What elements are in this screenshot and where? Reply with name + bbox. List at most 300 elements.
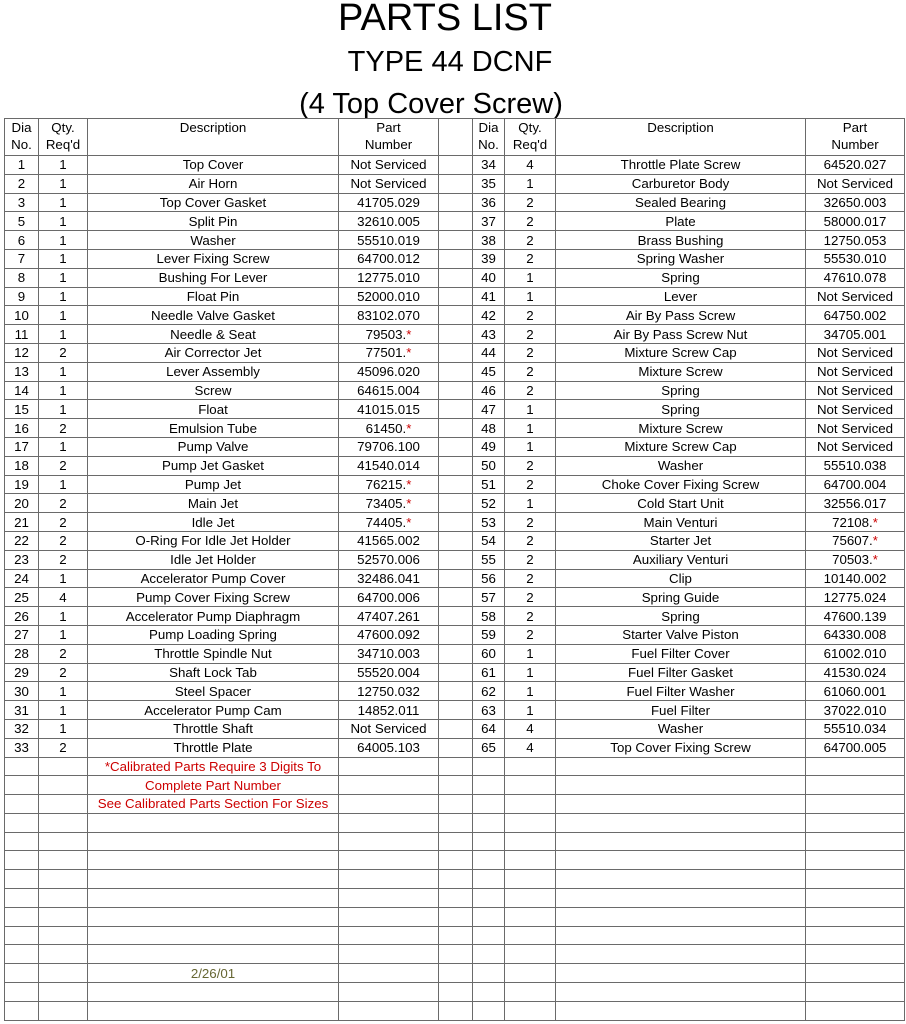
dia-number: 30 [5,682,39,701]
qty-required: 2 [505,343,556,362]
qty-required: 2 [39,419,88,438]
part-number: 64700.006 [357,589,420,605]
part-number: Not Serviced [816,345,894,361]
dia-number: 65 [473,738,505,757]
table-row [5,193,905,212]
qty-required: 2 [39,644,88,663]
part-number-cell [339,174,439,193]
empty-cell [473,813,505,832]
empty-cell [473,926,505,945]
description: Accelerator Pump Cam [88,701,339,720]
dia-number: 55 [473,550,505,569]
calibrated-marker: * [872,514,878,530]
empty-cell [339,889,439,908]
description: Spring Guide [556,588,806,607]
empty-cell [505,757,556,776]
table-row [5,513,905,532]
table-row [5,362,905,381]
description: Spring [556,607,806,626]
empty-cell [88,907,339,926]
empty-cell [5,851,39,870]
column-gap [439,325,473,344]
description: Pump Jet Gasket [88,456,339,475]
part-number: 52570.006 [357,552,420,568]
empty-cell [806,776,905,795]
empty-cell [806,926,905,945]
qty-required: 1 [39,400,88,419]
empty-cell [339,813,439,832]
part-number: 41565.002 [357,533,420,549]
part-number-cell [339,682,439,701]
empty-cell [505,832,556,851]
description: Accelerator Pump Cover [88,569,339,588]
empty-cell [39,945,88,964]
empty-cell [473,907,505,926]
qty-required: 1 [39,381,88,400]
qty-required: 2 [505,607,556,626]
empty-cell [339,926,439,945]
dia-number: 31 [5,701,39,720]
calibrated-marker: * [406,420,412,436]
qty-required: 1 [39,325,88,344]
dia-number: 5 [5,212,39,231]
part-number: 79503. [365,326,407,342]
header-part-right: Part Number [806,119,905,156]
description: Screw [88,381,339,400]
column-gap [439,193,473,212]
qty-required: 2 [505,325,556,344]
dia-number: 22 [5,531,39,550]
dia-number: 26 [5,607,39,626]
empty-cell [39,832,88,851]
empty-cell [473,776,505,795]
part-number-cell [806,475,905,494]
empty-row [5,795,905,814]
part-number: 47600.139 [823,608,887,624]
part-number-cell [806,212,905,231]
part-number: Not Serviced [816,288,894,304]
table-row [5,607,905,626]
empty-cell [505,870,556,889]
part-number: 37022.010 [823,702,887,718]
table-row [5,212,905,231]
description: O-Ring For Idle Jet Holder [88,531,339,550]
empty-row [5,870,905,889]
parts-table [4,118,905,1021]
qty-required: 1 [39,719,88,738]
part-number-cell [339,400,439,419]
table-row [5,456,905,475]
qty-required: 1 [39,701,88,720]
description: Plate [556,212,806,231]
empty-row [5,926,905,945]
dia-number: 50 [473,456,505,475]
description: Starter Valve Piston [556,625,806,644]
dia-number: 23 [5,550,39,569]
part-number: 64700.005 [823,740,887,756]
part-number-cell [806,701,905,720]
page-subtitle-variant: (4 Top Cover Screw) [299,88,563,120]
description: Throttle Plate Screw [556,156,806,175]
description: Carburetor Body [556,174,806,193]
empty-cell [439,945,473,964]
empty-cell [556,870,806,889]
empty-cell [806,945,905,964]
description: Throttle Shaft [88,719,339,738]
part-number: 14852.011 [357,702,420,718]
calibrated-marker: * [406,514,412,530]
part-number-cell [339,212,439,231]
empty-cell [5,813,39,832]
description: Top Cover [88,156,339,175]
qty-required: 1 [39,249,88,268]
part-number: Not Serviced [816,364,894,380]
empty-cell [339,983,439,1002]
part-number: 64700.004 [823,476,887,492]
table-row [5,381,905,400]
dia-number: 19 [5,475,39,494]
part-number: 47407.261 [357,608,420,624]
dia-number: 25 [5,588,39,607]
description: Emulsion Tube [88,419,339,438]
part-number: 41705.029 [357,194,420,210]
dia-number: 63 [473,701,505,720]
part-number: Not Serviced [816,401,894,417]
column-gap [439,400,473,419]
description: Shaft Lock Tab [88,663,339,682]
part-number-cell [339,569,439,588]
description: Main Venturi [556,513,806,532]
description: Bushing For Lever [88,268,339,287]
part-number-cell [806,268,905,287]
empty-cell [505,964,556,983]
part-number: 47600.092 [357,627,420,643]
empty-cell [473,964,505,983]
part-number-cell [806,569,905,588]
part-number: 75607. [832,533,873,549]
qty-required: 1 [39,193,88,212]
table-row [5,625,905,644]
part-number: 12775.010 [357,270,420,286]
part-number: 34705.001 [823,326,887,342]
empty-cell [439,889,473,908]
empty-cell [473,795,505,814]
empty-cell [473,945,505,964]
column-gap [439,607,473,626]
empty-cell [505,795,556,814]
description: Fuel Filter Cover [556,644,806,663]
empty-cell [505,983,556,1002]
part-number-cell [806,437,905,456]
dia-number: 21 [5,513,39,532]
qty-required: 1 [39,682,88,701]
part-number-cell [806,494,905,513]
part-number: 41530.024 [823,664,887,680]
dia-number: 52 [473,494,505,513]
empty-cell [5,889,39,908]
empty-row [5,945,905,964]
dia-number: 10 [5,306,39,325]
dia-number: 54 [473,531,505,550]
description: Top Cover Gasket [88,193,339,212]
part-number-cell [806,607,905,626]
table-row [5,437,905,456]
part-number: 61002.010 [823,646,887,662]
header-part-left: Part Number [339,119,439,156]
empty-cell [806,983,905,1002]
empty-row [5,851,905,870]
part-number: 64520.027 [823,157,887,173]
dia-number: 6 [5,231,39,250]
table-header-row [5,119,905,156]
qty-required: 2 [505,625,556,644]
empty-cell [39,813,88,832]
dia-number: 37 [473,212,505,231]
part-number: 64330.008 [823,627,887,643]
empty-cell [88,813,339,832]
empty-cell [439,813,473,832]
empty-row [5,757,905,776]
description: Float [88,400,339,419]
column-gap [439,268,473,287]
part-number: 64750.002 [823,307,887,323]
part-number: 64005.103 [357,740,420,756]
dia-number: 60 [473,644,505,663]
column-gap [439,343,473,362]
column-gap [439,719,473,738]
part-number-cell [806,719,905,738]
qty-required: 2 [505,306,556,325]
qty-required: 2 [505,513,556,532]
dia-number: 28 [5,644,39,663]
qty-required: 1 [505,494,556,513]
part-number-cell [806,306,905,325]
empty-cell [806,907,905,926]
part-number-cell [339,588,439,607]
column-gap [439,437,473,456]
part-number: 76215. [365,476,407,492]
qty-required: 2 [39,343,88,362]
description: Air By Pass Screw Nut [556,325,806,344]
table-row [5,174,905,193]
dia-number: 35 [473,174,505,193]
part-number-cell [339,719,439,738]
dia-number: 1 [5,156,39,175]
empty-cell [806,889,905,908]
part-number-cell [806,249,905,268]
column-gap [439,306,473,325]
empty-cell [806,851,905,870]
qty-required: 2 [505,531,556,550]
part-number-cell [339,437,439,456]
qty-required: 1 [39,231,88,250]
description: Top Cover Fixing Screw [556,738,806,757]
qty-required: 1 [505,419,556,438]
empty-cell [806,795,905,814]
part-number-cell [339,381,439,400]
part-number-cell [339,419,439,438]
part-number: 61450. [365,420,407,436]
part-number-cell [806,325,905,344]
empty-cell [88,851,339,870]
part-number: 34710.003 [357,646,420,662]
empty-cell [39,1001,88,1020]
dia-number: 64 [473,719,505,738]
part-number-cell [806,663,905,682]
part-number-cell [806,381,905,400]
description: Split Pin [88,212,339,231]
empty-cell [88,926,339,945]
part-number-cell [339,306,439,325]
description: Spring [556,381,806,400]
qty-required: 1 [505,400,556,419]
empty-cell [439,757,473,776]
empty-cell [439,907,473,926]
empty-cell [556,832,806,851]
dia-number: 51 [473,475,505,494]
part-number: 10140.002 [823,570,887,586]
description: Washer [556,456,806,475]
qty-required: 1 [39,306,88,325]
part-number-cell [806,362,905,381]
dia-number: 13 [5,362,39,381]
column-gap [439,249,473,268]
part-number-cell [806,513,905,532]
empty-cell [473,889,505,908]
empty-cell [556,757,806,776]
qty-required: 2 [505,249,556,268]
part-number-cell [806,550,905,569]
column-gap [439,588,473,607]
empty-cell [5,983,39,1002]
empty-cell [39,926,88,945]
qty-required: 2 [505,456,556,475]
part-number-cell [806,174,905,193]
empty-cell [339,870,439,889]
empty-cell [339,832,439,851]
empty-row [5,813,905,832]
description: Pump Loading Spring [88,625,339,644]
table-row [5,249,905,268]
empty-cell [5,1001,39,1020]
part-number: 45096.020 [357,364,420,380]
description: Washer [88,231,339,250]
dia-number: 18 [5,456,39,475]
description: Washer [556,719,806,738]
description: Auxiliary Venturi [556,550,806,569]
empty-cell [556,907,806,926]
dia-number: 32 [5,719,39,738]
qty-required: 1 [505,682,556,701]
empty-cell [556,889,806,908]
part-number: 41540.014 [357,458,420,474]
dia-number: 44 [473,343,505,362]
empty-cell [556,1001,806,1020]
empty-cell [439,832,473,851]
empty-cell [39,757,88,776]
part-number: Not Serviced [816,176,894,192]
page-header [0,0,906,118]
part-number-cell [339,531,439,550]
dia-number: 14 [5,381,39,400]
part-number-cell [339,663,439,682]
part-number: 74405. [365,514,407,530]
header-qty-left: Qty. Req'd [39,119,88,156]
column-gap [439,682,473,701]
part-number: 12750.032 [357,683,420,699]
description: Brass Bushing [556,231,806,250]
empty-row [5,776,905,795]
part-number-cell [806,400,905,419]
part-number-cell [806,644,905,663]
dia-number: 20 [5,494,39,513]
part-number: 55510.019 [357,232,420,248]
qty-required: 2 [505,550,556,569]
part-number: 55510.034 [823,721,887,737]
part-number-cell [339,193,439,212]
calibrated-marker: * [406,495,412,511]
column-gap [439,475,473,494]
calibration-note: See Calibrated Parts Section For Sizes [88,795,339,814]
empty-cell [5,795,39,814]
qty-required: 2 [39,550,88,569]
qty-required: 2 [505,588,556,607]
empty-cell [556,983,806,1002]
part-number: 12775.024 [823,589,887,605]
empty-cell [339,907,439,926]
part-number-cell [806,193,905,212]
empty-cell [439,926,473,945]
column-gap [439,212,473,231]
dia-number: 12 [5,343,39,362]
empty-cell [339,757,439,776]
empty-cell [806,832,905,851]
part-number: 52000.010 [357,288,420,304]
table-row [5,738,905,757]
dia-number: 53 [473,513,505,532]
description: Mixture Screw Cap [556,437,806,456]
empty-cell [39,776,88,795]
dia-number: 59 [473,625,505,644]
description: Fuel Filter Gasket [556,663,806,682]
dia-number: 48 [473,419,505,438]
part-number: 79706.100 [357,439,420,455]
empty-cell [556,964,806,983]
empty-cell [806,1001,905,1020]
part-number-cell [806,231,905,250]
part-number-cell [806,156,905,175]
empty-cell [556,813,806,832]
empty-cell [39,983,88,1002]
dia-number: 58 [473,607,505,626]
calibration-note: *Calibrated Parts Require 3 Digits To [88,757,339,776]
empty-cell [473,870,505,889]
part-number-cell [806,682,905,701]
dia-number: 17 [5,437,39,456]
empty-cell [339,776,439,795]
empty-row [5,832,905,851]
dia-number: 42 [473,306,505,325]
qty-required: 2 [505,381,556,400]
qty-required: 1 [505,268,556,287]
revision-date: 2/26/01 [88,964,339,983]
part-number-cell [339,494,439,513]
dia-number: 33 [5,738,39,757]
description: Mixture Screw Cap [556,343,806,362]
column-gap [439,174,473,193]
empty-cell [39,964,88,983]
qty-required: 2 [39,738,88,757]
